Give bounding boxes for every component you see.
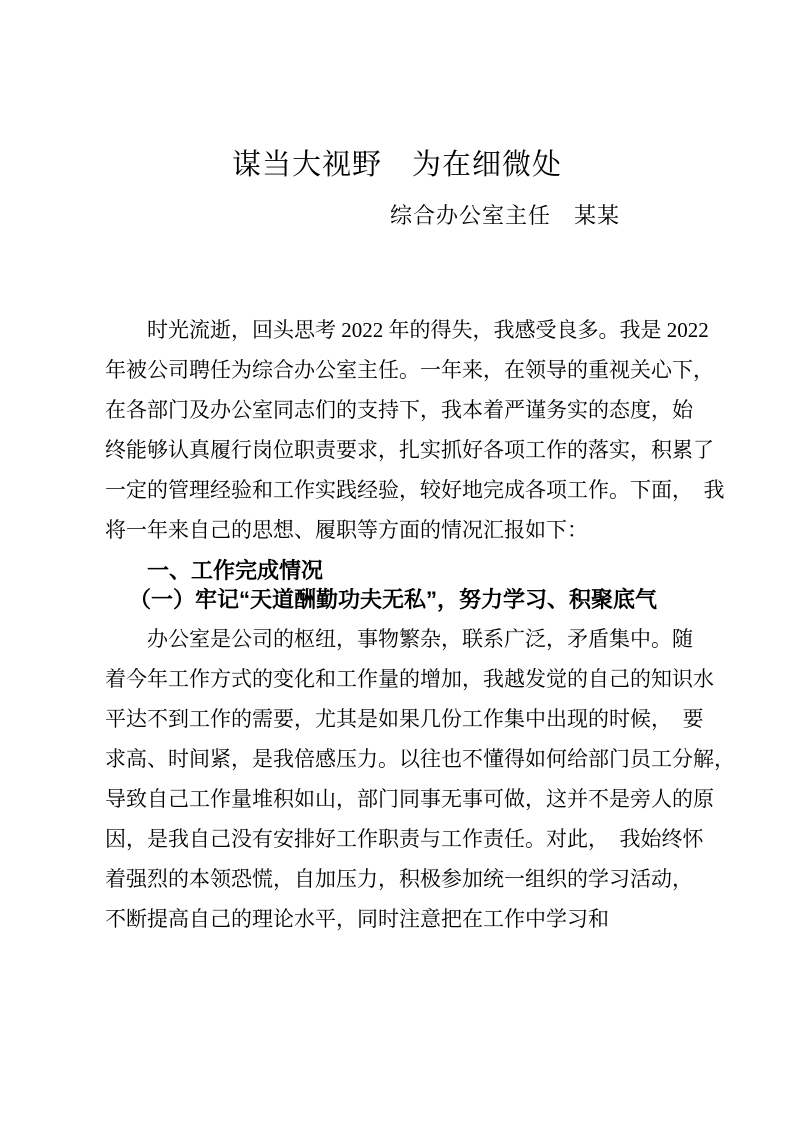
section-heading: 一、工作完成情况 — [147, 558, 324, 583]
text-line: 着今年工作方式的变化和工作量的增加，我越发觉的自己的知识水 — [105, 667, 714, 691]
text-line: 因，是我自己没有安排好工作职责与工作责任。对此， 我始终怀 — [105, 827, 704, 851]
text-line: 一定的管理经验和工作实践经验，较好地完成各项工作。下面， 我 — [105, 478, 725, 502]
text-line: 终能够认真履行岗位职责要求，扎实抓好各项工作的落实，积累了 — [105, 438, 714, 462]
text-line: 求高、时间紧，是我倍感压力。以往也不懂得如何给部门员工分解， — [105, 747, 735, 771]
opening-paragraph — [105, 310, 725, 550]
text-line: 平达不到工作的需要，尤其是如果几份工作集中出现的时候， 要 — [105, 707, 704, 731]
text-line: 年被公司聘任为综合办公室主任。一年来，在领导的重视关心下， — [105, 358, 714, 382]
document-title: 谋当大视野 为在细微处 — [231, 149, 562, 181]
text-line: 时光流逝，回头思考 2022 年的得失，我感受良多。我是 2022 — [147, 318, 709, 342]
body-paragraph — [105, 619, 735, 939]
text-line: 办公室是公司的枢纽，事物繁杂，联系广泛，矛盾集中。随 — [147, 627, 693, 651]
text-line: 着强烈的本领恐慌，自加压力，积极参加统一组织的学习活动， — [105, 867, 693, 891]
subsection-heading: （一）牢记“天道酬勤功夫无私”，努力学习、积聚底气 — [129, 587, 658, 612]
text-line: 在各部门及办公室同志们的支持下，我本着严谨务实的态度，始 — [105, 398, 693, 422]
text-line: 不断提高自己的理论水平，同时注意把在工作中学习和 — [105, 907, 609, 931]
byline-author: 综合办公室主任 某某 — [390, 203, 621, 228]
text-line: 导致自己工作量堆积如山，部门同事无事可做，这并不是旁人的原 — [105, 787, 714, 811]
text-line: 将一年来自己的思想、履职等方面的情况汇报如下： — [105, 518, 588, 542]
